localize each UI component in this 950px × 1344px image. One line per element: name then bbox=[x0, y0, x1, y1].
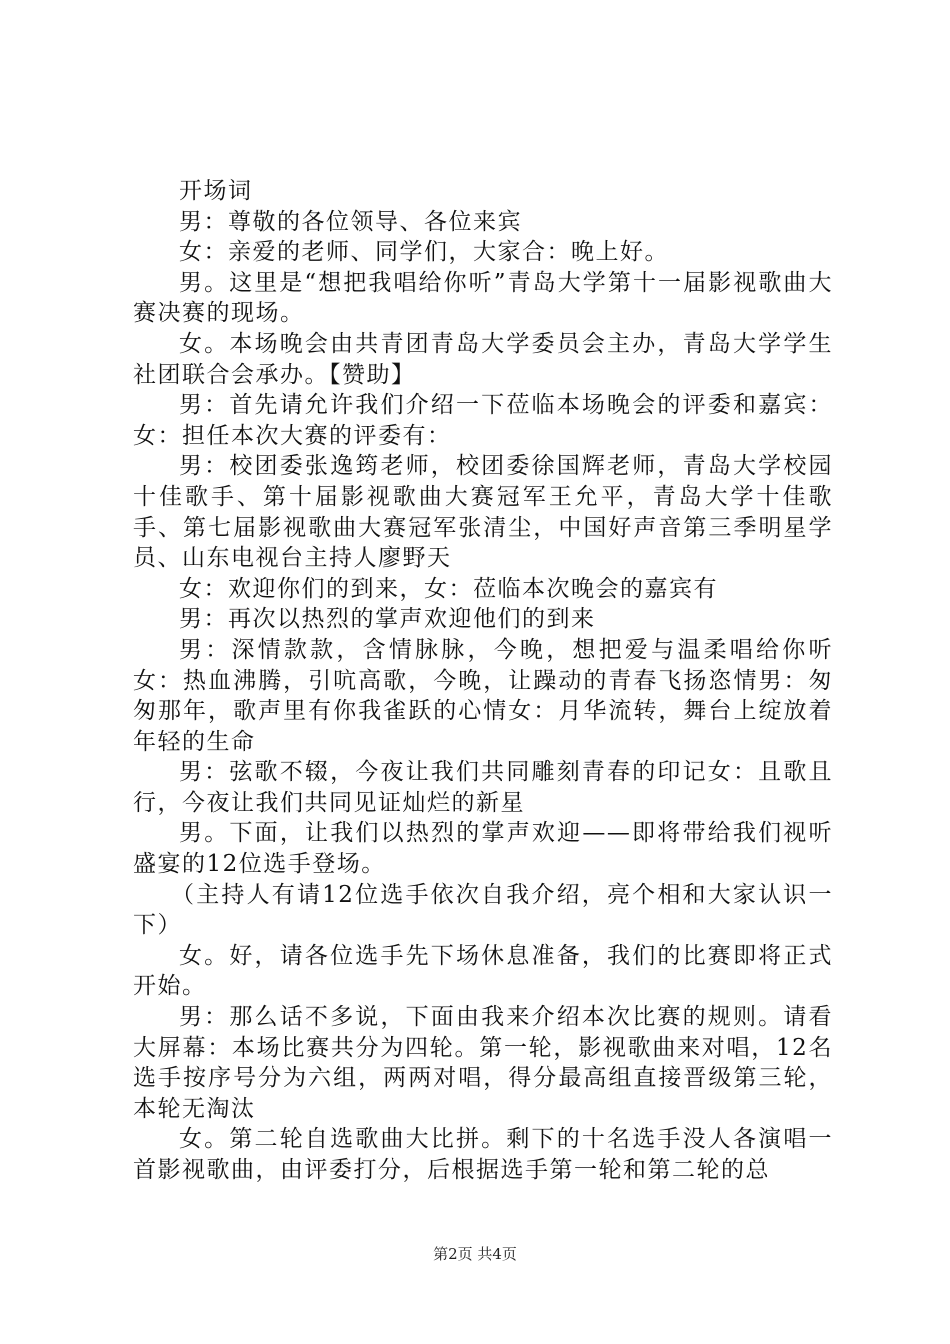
paragraph: 女：亲爱的老师、同学们，大家合：晚上好。 bbox=[179, 239, 669, 266]
paragraph: 女。第二轮自选歌曲大比拼。剩下的十名选手没人各演唱一首影视歌曲，由评委打分，后根据选手第一轮和第二轮的总 bbox=[133, 1126, 833, 1183]
paragraph: 男：校团委张逸筠老师，校团委徐国辉老师，青岛大学校园十佳歌手、第十届影视歌曲大赛冠军王允平，青岛大学十佳歌手、第七届影视歌曲大赛冠军张清尘，中国好声音第三季明星学员、山东电视台主持人廖野天 bbox=[133, 453, 833, 572]
paragraph: 男。下面，让我们以热烈的掌声欢迎——即将带给我们视听盛宴的12位选手登场。 bbox=[133, 820, 833, 878]
paragraph: 女。本场晚会由共青团青岛大学委员会主办，青岛大学学生社团联合会承办。【赞助】 bbox=[133, 330, 833, 388]
paragraph: 男：深情款款，含情脉脉，今晚，想把爱与温柔唱给你听女：热血沸腾，引吭高歌，今晚，让躁动的青春飞扬恣情男：匆匆那年，歌声里有你我雀跃的心情女：月华流转，舞台上绽放着年轻的生命 bbox=[133, 636, 833, 755]
paragraph-title: 开场词 bbox=[179, 178, 253, 204]
paragraph: 男：尊敬的各位领导、各位来宾 bbox=[179, 208, 522, 235]
paragraph: 男。这里是“想把我唱给你听”青岛大学第十一届影视歌曲大赛决赛的现场。 bbox=[133, 269, 833, 327]
document-body bbox=[133, 176, 833, 1186]
paragraph-stage-direction: （主持人有请12位选手依次自我介绍，亮个相和大家认识一下） bbox=[133, 881, 833, 939]
page-footer: 第2页 共4页 bbox=[433, 1245, 517, 1263]
paragraph: 女。好，请各位选手先下场休息准备，我们的比赛即将正式开始。 bbox=[133, 942, 833, 1000]
paragraph: 男：首先请允许我们介绍一下莅临本场晚会的评委和嘉宾：女：担任本次大赛的评委有： bbox=[133, 392, 833, 449]
paragraph: 男：再次以热烈的掌声欢迎他们的到来 bbox=[179, 606, 596, 633]
paragraph: 男：那么话不多说，下面由我来介绍本次比赛的规则。请看大屏幕：本场比赛共分为四轮。第一轮，影视歌曲来对唱，12名选手按序号分为六组，两两对唱，得分最高组直接晋级第三轮，本轮无淘汰 bbox=[133, 1004, 833, 1122]
paragraph: 女：欢迎你们的到来，女：莅临本次晚会的嘉宾有 bbox=[179, 575, 718, 602]
paragraph: 男：弦歌不辍，今夜让我们共同雕刻青春的印记女：且歌且行，今夜让我们共同见证灿烂的新星 bbox=[133, 759, 833, 816]
